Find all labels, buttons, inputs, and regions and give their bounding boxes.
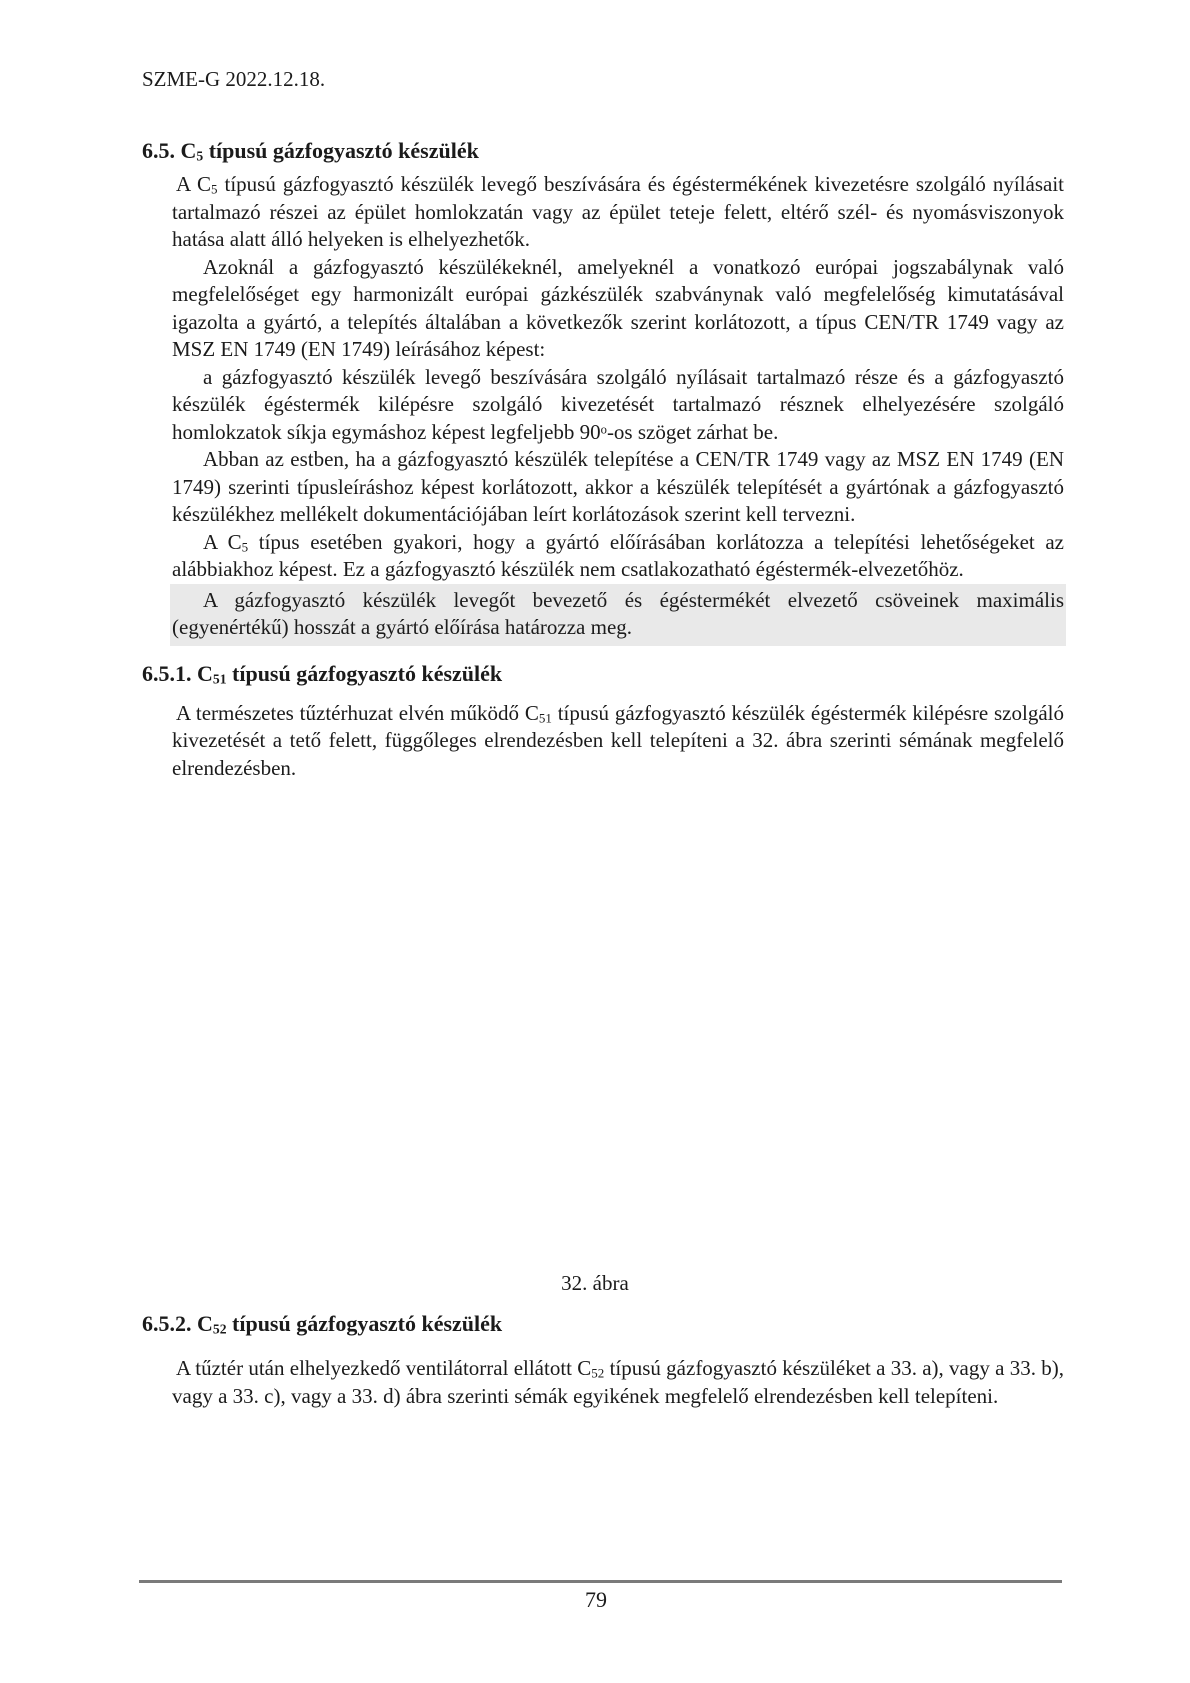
subscript: 5 bbox=[196, 148, 204, 164]
running-header: SZME-G 2022.12.18. bbox=[142, 67, 326, 91]
text-run: típusú gázfogyasztó készülék égéstermék kilépésre szolgáló kivezetését a tető felett, függőleges elrendezésben kell telepíteni a 32. ábra szerinti sémának megfelelő elrendezésben. bbox=[172, 700, 1064, 780]
text-run: 6.5. C bbox=[142, 138, 197, 163]
text-run: típusú gázfogyasztó készülék bbox=[226, 1311, 503, 1336]
paragraph-c52 bbox=[172, 1355, 1064, 1410]
figure-32 bbox=[142, 804, 1064, 1244]
paragraph-max-length: A gázfogyasztó készülék levegőt bevezető és égéstermékét elvezető csöveinek maximális (egyenértékű) hosszát a gyártó előírása határozza meg. bbox=[172, 587, 1064, 639]
subscript: 5 bbox=[211, 181, 218, 197]
text-run: típusú gázfogyasztó készüléket a 33. a), vagy a 33. b), vagy a 33. c), vagy a 33. d) ábra szerinti sémák egyikének megfelelő elrendezésben kell telepíteni. bbox=[172, 1356, 1064, 1408]
paragraph-harmonized-standard: Azoknál a gázfogyasztó készülékeknél, amelyeknél a vonatkozó európai jogszabálynak való megfelelőséget egy harmonizált európai gázkészülék szabványnak való megfelelőség kimutatásával igazolta a gyártó, a telepítés általában a következők szerint korlátozott, a típus CEN/TR 1749 vagy az MSZ EN 1749 (EN 1749) leírásához képest: bbox=[172, 254, 1064, 361]
text-run: típusú gázfogyasztó készülék levegő beszívására és égéstermékének kivezetésre szolgáló nyílásait tartalmazó részei az épület homlokzatán vagy az épület teteje felett, eltérő szél- és nyomásviszonyok hatása alatt álló helyeken is elhelyezhetők. bbox=[172, 172, 1065, 251]
text-run: 6.5.1. C bbox=[142, 660, 213, 686]
text-run: 6.5.2. C bbox=[142, 1311, 213, 1336]
text-run: típus esetében gyakori, hogy a gyártó előírásában korlátozza a telepítési lehetőségeket az alábbiakhoz képest. Ez a gázfogyasztó készülék nem csatlakozatható égéstermék-elvezetőhöz. bbox=[172, 529, 1064, 581]
text-run: A tűztér után elhelyezkedő ventilátorral ellátott C bbox=[176, 1356, 592, 1380]
text-run: -os szöget zárhat be. bbox=[606, 419, 779, 444]
paragraph-c5-restrictions bbox=[172, 529, 1064, 584]
text-run: A természetes tűztérhuzat elvén működő C bbox=[176, 700, 539, 725]
text-run: típusú gázfogyasztó készülék bbox=[203, 138, 479, 163]
text-run: A C bbox=[203, 529, 242, 554]
text-block bbox=[142, 66, 1064, 1410]
paragraph-c51 bbox=[172, 700, 1064, 783]
highlighted-paragraph bbox=[170, 584, 1066, 646]
paragraph-type-description: Abban az estben, ha a gázfogyasztó készülék telepítése a CEN/TR 1749 vagy az MSZ EN 1749 (EN 1749) szerinti típusleíráshoz képest korlátozott, akkor a készülék telepítését a gyártónak a gázfogyasztó készülékhez mellékelt dokumentációjában leírt korlátozások szerint kell tervezni. bbox=[172, 447, 1064, 526]
figure-caption: 32. ábra bbox=[561, 1271, 629, 1295]
footer-rule bbox=[139, 1580, 1062, 1583]
subscript: 52 bbox=[212, 1321, 227, 1337]
subscript: 51 bbox=[538, 709, 552, 725]
superscript: o bbox=[600, 421, 607, 436]
figure-32-diagram bbox=[385, 804, 805, 1244]
heading-6-5 bbox=[142, 138, 1064, 164]
paragraph-90-degrees bbox=[172, 364, 1064, 447]
page-footer bbox=[139, 1580, 1062, 1613]
subscript: 5 bbox=[241, 538, 249, 554]
subscript: 51 bbox=[212, 670, 227, 686]
heading-6-5-1 bbox=[142, 661, 1064, 687]
text-run: típusú gázfogyasztó készülék bbox=[226, 660, 503, 686]
text-run: A C bbox=[176, 172, 211, 196]
text-run: a gázfogyasztó készülék levegő beszívására szolgáló nyílásait tartalmazó része és a gázfogyasztó készülék égéstermék kilépésre szolgáló kivezetését tartalmazó résznek elhelyezésére szolgáló homlokzatok síkja egymáshoz képest legfeljebb 90 bbox=[172, 364, 1064, 444]
paragraph-c5-intro bbox=[172, 171, 1064, 254]
heading-6-5-2 bbox=[142, 1311, 1064, 1337]
page-number: 79 bbox=[585, 1586, 607, 1612]
subscript: 52 bbox=[591, 1365, 605, 1381]
